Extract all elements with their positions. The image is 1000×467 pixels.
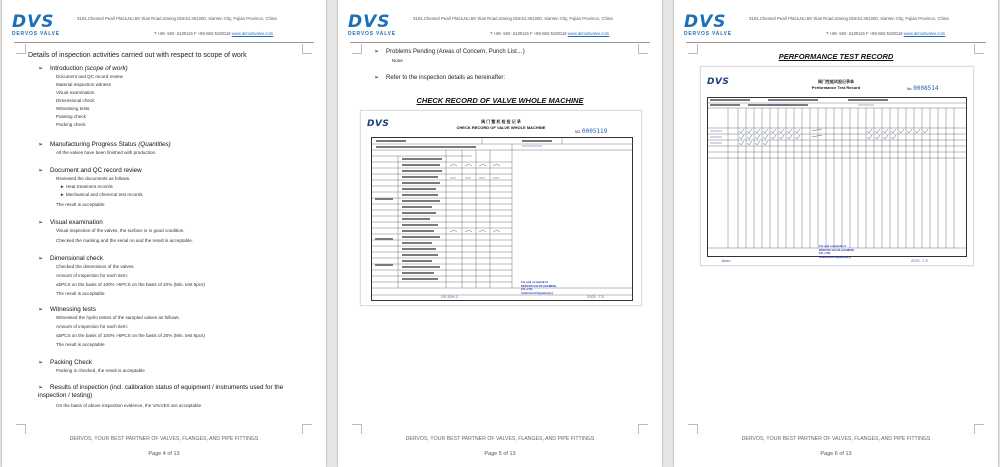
handwritten-signature: Jalan bbox=[721, 258, 731, 263]
list-item: On the basis of above inspection evidence, the VALVES are acceptable bbox=[56, 403, 202, 408]
company-website-link[interactable]: www.dervosvalve.com bbox=[231, 31, 274, 36]
inspection-table bbox=[371, 137, 633, 301]
list-item: ► Heat treatment records bbox=[60, 184, 113, 189]
list-item: Reviewed the documents as follows. bbox=[56, 176, 131, 181]
list-item: Checked the marking and the serial no and the result is acceptable. bbox=[56, 238, 194, 243]
header-divider bbox=[14, 42, 314, 43]
margin-mark bbox=[352, 424, 362, 434]
form-number: NO. 0005119 bbox=[575, 128, 608, 135]
page-footer: DERVOS, YOUR BEST PARTNER OF VALVES, FLANGES, AND PIPE FITTINGS bbox=[741, 436, 931, 442]
list-item: ► Mechanical and chemical test records bbox=[60, 192, 143, 197]
company-logo bbox=[348, 12, 406, 38]
list-item: Visual inspection of the valves, the surface is in good condition. bbox=[56, 228, 185, 233]
scanned-form bbox=[360, 110, 642, 306]
form-number: No. 0008514 bbox=[907, 85, 939, 92]
margin-mark bbox=[302, 44, 312, 54]
section-note: None bbox=[392, 58, 403, 63]
list-item: Packing check bbox=[56, 122, 86, 127]
section-heading: ➢ Problems Pending (Areas of Concern, Punch List…) bbox=[374, 49, 525, 55]
list-item: The result is acceptable bbox=[56, 291, 105, 296]
margin-mark bbox=[688, 424, 698, 434]
list-item: Checked the dimensions of the valves. bbox=[56, 264, 135, 269]
page-header bbox=[674, 0, 998, 42]
list-item: Packing is checked, the result is acceptable bbox=[56, 368, 145, 373]
arrow-bullet-icon: ➢ bbox=[38, 360, 44, 366]
company-stamp: For and on behalf of DERVOS VALVE (XIAMEN) CO.,LTD. Authorized Signature(s) bbox=[521, 280, 556, 295]
company-stamp: For and on behalf of DERVOS VALVE (XIAMEN) CO.,LTD. Authorized Signature(s) bbox=[819, 244, 854, 259]
company-address: 3104,Chennel Pearl Plaza,No.59 Yiian Road,Siming District,361000, Xiamen City, Fujian Province, China bbox=[77, 16, 277, 21]
section-heading: ➢ Document and QC record review bbox=[38, 167, 142, 174]
form-title: 阀 门 整 机 检 验 记 录 CHECK RECORD OF VALVE WHOLE MACHINE bbox=[456, 119, 546, 130]
list-item: Document and QC record review bbox=[56, 74, 123, 79]
section-heading: ➢ Packing Check bbox=[38, 359, 92, 366]
company-address: 3104,Chennel Pearl Plaza,No.59 Yiian Road,Siming District,361000, Xiamen City, Fujian Province, China bbox=[413, 16, 613, 21]
arrow-bullet-icon: ➢ bbox=[38, 256, 44, 262]
header-divider bbox=[350, 42, 650, 43]
logo-mark: DVS bbox=[12, 12, 55, 32]
page-title: Details of inspection activities carried out with respect to scope of work bbox=[28, 52, 247, 59]
company-phone: T +86- 592- 5180116 F +86-592-5180116 bbox=[490, 31, 567, 36]
margin-mark bbox=[352, 44, 362, 54]
margin-mark bbox=[638, 44, 648, 54]
company-contact bbox=[826, 31, 945, 36]
list-item: Painting check bbox=[56, 114, 86, 119]
list-item: Visual examination bbox=[56, 90, 95, 95]
arrow-bullet-icon: ➢ bbox=[38, 220, 44, 226]
section-heading: ➢ Results of inspection (incl. calibration status of equipment / instruments used for the inspection / testing) bbox=[38, 384, 284, 399]
list-item: The result is acceptable bbox=[56, 202, 105, 207]
section-heading: ➢ Witnessing tests bbox=[38, 306, 96, 313]
section-heading: ➢ Refer to the inspection details as hereinafter: bbox=[374, 75, 506, 81]
scanned-form bbox=[700, 66, 974, 266]
page-4 bbox=[2, 0, 326, 467]
margin-mark bbox=[16, 424, 26, 434]
header-divider bbox=[686, 42, 986, 43]
list-item: Witnessed the hydro testes of the sampled valves as follows. bbox=[56, 315, 180, 320]
company-address: 3104,Chennel Pearl Plaza,No.59 Yiian Road,Siming District,361000, Xiamen City, Fujian Province, China bbox=[749, 16, 949, 21]
arrow-bullet-icon: ➢ bbox=[374, 75, 380, 81]
margin-mark bbox=[302, 424, 312, 434]
page-6 bbox=[674, 0, 998, 467]
arrow-bullet-icon: ➢ bbox=[38, 66, 44, 72]
performance-test-table bbox=[707, 97, 967, 257]
margin-mark bbox=[16, 44, 26, 54]
page-number: Page 6 of 13 bbox=[820, 451, 852, 457]
logo-subtitle: DERVOS VALVE bbox=[12, 31, 60, 37]
handwritten-date: 2021. 7.5 bbox=[911, 258, 928, 263]
page-header bbox=[338, 0, 662, 42]
company-phone: T +86- 592- 5180116 F +86-592-5180116 bbox=[154, 31, 231, 36]
page-number: Page 4 of 13 bbox=[148, 451, 180, 457]
section-heading: ➢ Manufacturing Progress Status (Quantities) bbox=[38, 141, 171, 148]
section-heading: ➢ Introduction (scope of work) bbox=[38, 65, 128, 72]
arrow-bullet-icon: ➢ bbox=[38, 307, 44, 313]
page-5 bbox=[338, 0, 662, 467]
section-heading: ➢ Dimensional check bbox=[38, 255, 103, 262]
list-item: Witnessing tests bbox=[56, 106, 90, 111]
page-footer: DERVOS, YOUR BEST PARTNER OF VALVES, FLANGES, AND PIPE FITTINGS bbox=[405, 436, 595, 442]
logo-mark: DVS bbox=[348, 12, 391, 32]
page-number: Page 5 of 13 bbox=[484, 451, 516, 457]
margin-mark bbox=[974, 424, 984, 434]
logo-subtitle: DERVOS VALVE bbox=[684, 31, 732, 37]
company-logo bbox=[684, 12, 742, 38]
arrow-bullet-icon: ➢ bbox=[38, 142, 44, 148]
list-item: ≤5PCS on the basis of 100% >5PCS on the basis of 20% (Min. test 5pcs) bbox=[56, 282, 205, 287]
logo-mark: DVS bbox=[684, 12, 727, 32]
list-item: Amount of inspection for each item: bbox=[56, 324, 129, 329]
company-logo bbox=[12, 12, 70, 38]
scan-title: CHECK RECORD OF VALVE WHOLE MACHINE bbox=[416, 96, 584, 105]
list-item: Material inspection witness bbox=[56, 82, 111, 87]
form-logo: DVS bbox=[367, 119, 390, 129]
form-title: 阀门性能试验记录单 Performance Test Record bbox=[811, 79, 861, 90]
arrow-bullet-icon: ➢ bbox=[38, 385, 44, 391]
arrow-bullet-icon: ➢ bbox=[374, 49, 380, 55]
list-item: Amount of inspection for each item: bbox=[56, 273, 129, 278]
handwritten-date: 2021. 7.5 bbox=[587, 294, 604, 299]
list-item: Dimensional check bbox=[56, 98, 95, 103]
company-contact bbox=[154, 31, 273, 36]
company-contact bbox=[490, 31, 609, 36]
section-heading: ➢ Visual examination bbox=[38, 219, 103, 226]
page-footer: DERVOS, YOUR BEST PARTNER OF VALVES, FLANGES, AND PIPE FITTINGS bbox=[69, 436, 259, 442]
logo-subtitle: DERVOS VALVE bbox=[348, 31, 396, 37]
form-logo: DVS bbox=[707, 77, 730, 87]
company-website-link[interactable]: www.dervosvalve.com bbox=[903, 31, 946, 36]
list-item: All the valves have been finished with production. bbox=[56, 150, 157, 155]
margin-mark bbox=[638, 424, 648, 434]
page-header bbox=[2, 0, 326, 42]
page-title: PERFORMANCE TEST RECORD bbox=[778, 52, 894, 61]
company-website-link[interactable]: www.dervosvalve.com bbox=[567, 31, 610, 36]
arrow-bullet-icon: ➢ bbox=[38, 168, 44, 174]
company-phone: T +86- 592- 5180116 F +86-592-5180116 bbox=[826, 31, 903, 36]
list-item: The result is acceptable bbox=[56, 342, 105, 347]
list-item: ≤5PCS on the basis of 100% >5PCS on the basis of 20% (Min. test 5pcs) bbox=[56, 333, 205, 338]
handwritten-signature: DV-S/H-2 bbox=[441, 294, 458, 299]
